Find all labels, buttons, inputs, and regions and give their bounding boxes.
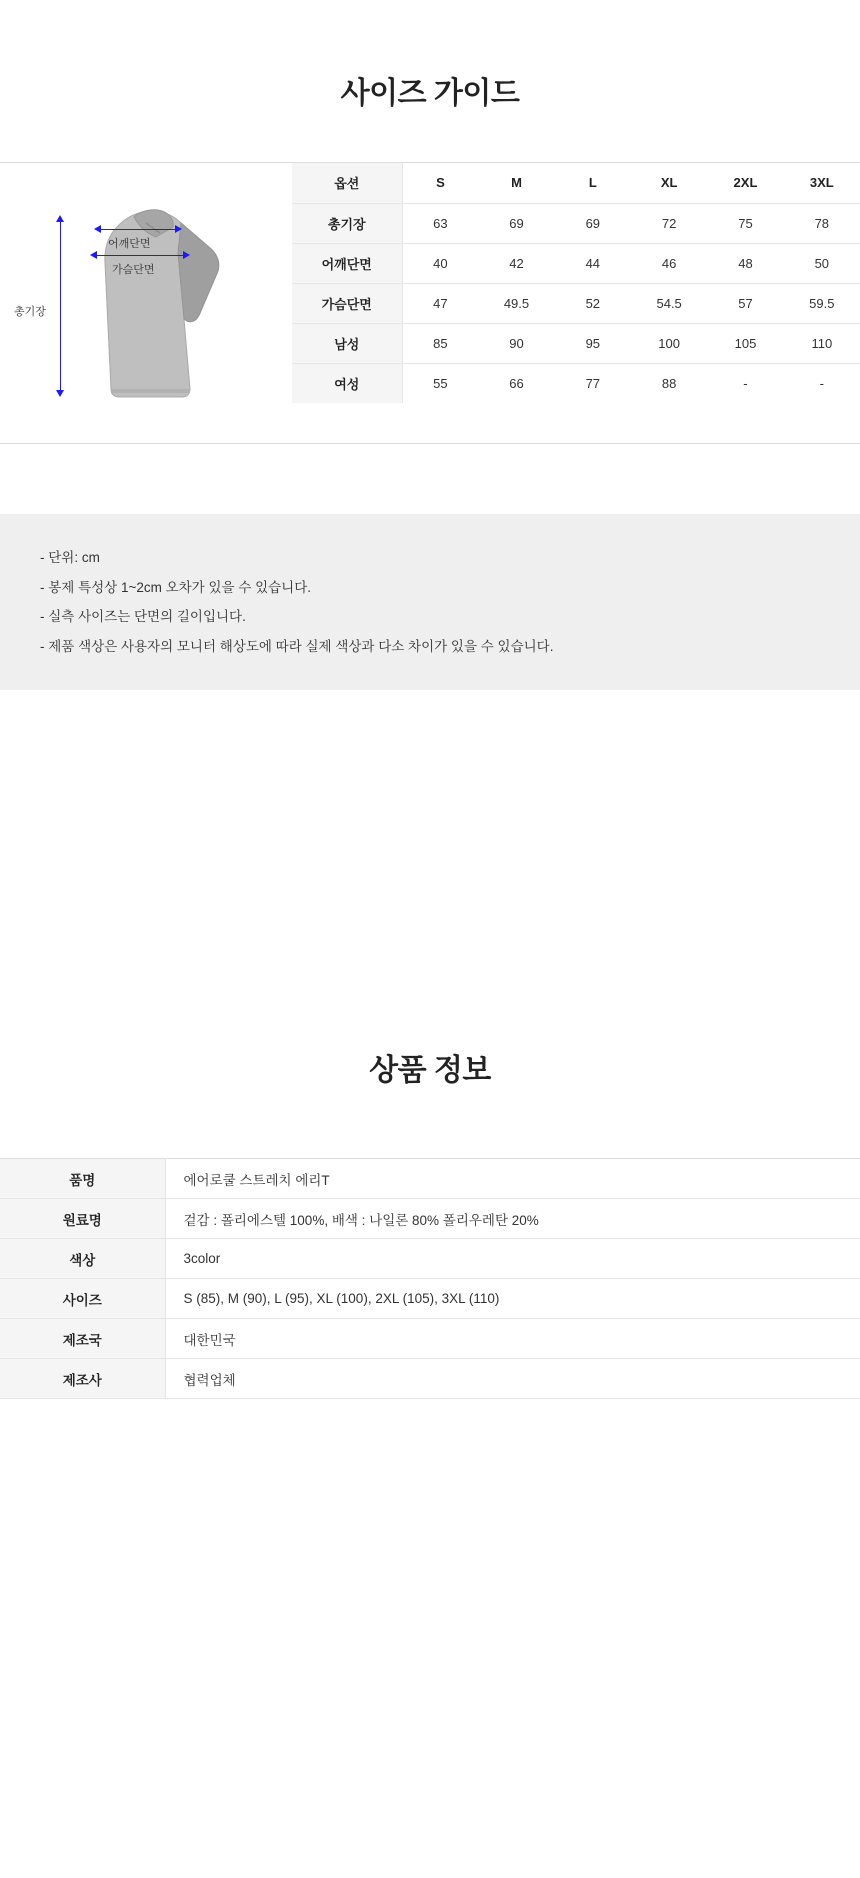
row-label-men: 남성 [292, 323, 402, 363]
garment-figure-pane [0, 163, 292, 443]
row-label-shoulder: 어깨단면 [292, 243, 402, 283]
cell: 55 [433, 375, 448, 391]
cell: 54.5 [631, 283, 707, 323]
row-label-women: 여성 [292, 363, 402, 403]
cell: 48 [707, 243, 783, 283]
page-bottom-spacer [0, 1399, 860, 1559]
size-guide-block [0, 162, 860, 444]
cell: 69 [555, 203, 631, 243]
size-table-pane [292, 163, 860, 443]
table-header-row [292, 163, 860, 203]
table-row [0, 1319, 860, 1359]
col-s: S [402, 163, 478, 203]
table-row [292, 323, 860, 363]
col-option: 옵션 [292, 163, 402, 203]
table-row [0, 1279, 860, 1319]
size-table-body [292, 203, 860, 403]
cell: 57 [707, 283, 783, 323]
cell: 47 [402, 283, 478, 323]
table-row [0, 1159, 860, 1199]
note-line: - 봉제 특성상 1~2cm 오차가 있을 수 있습니다. [40, 579, 312, 595]
row-label-chest: 가슴단면 [292, 283, 402, 323]
col-2xl: 2XL [707, 163, 783, 203]
col-xl: XL [631, 163, 707, 203]
table-row [0, 1199, 860, 1239]
product-info-table [0, 1158, 860, 1399]
cell: 40 [402, 243, 478, 283]
cell: 59.5 [784, 283, 860, 323]
product-info-body [0, 1159, 860, 1399]
total-length-label: 총기장 [14, 306, 46, 319]
table-row [292, 283, 860, 323]
info-value-size: S (85), M (90), L (95), XL (100), 2XL (105), 3XL (110) [165, 1279, 860, 1319]
cell: 88 [661, 375, 677, 391]
table-row [0, 1359, 860, 1399]
size-guide-title: 사이즈 가이드 [340, 77, 520, 111]
info-value-color: 3color [165, 1239, 860, 1279]
cell: 100 [631, 323, 707, 363]
cell: 72 [631, 203, 707, 243]
chest-label: 가슴단면 [112, 264, 155, 277]
size-guide-page [0, 20, 860, 1559]
garment-figure [0, 163, 292, 443]
cell: 110 [784, 323, 860, 363]
info-value-material: 겉감 : 폴리에스텔 100%, 배색 : 나일론 80% 폴리우레탄 20% [165, 1199, 860, 1239]
cell: 52 [555, 283, 631, 323]
table-row [292, 203, 860, 243]
cell: 49.5 [478, 283, 554, 323]
cell: 95 [555, 323, 631, 363]
total-length-arrow [60, 221, 61, 391]
info-value-manufacturer: 협력업체 [165, 1359, 860, 1399]
shoulder-label: 어깨단면 [108, 238, 151, 251]
col-l: L [555, 163, 631, 203]
table-row [0, 1239, 860, 1279]
shoulder-width-arrow [100, 229, 176, 230]
info-value-country: 대한민국 [165, 1319, 860, 1359]
cell: - [743, 375, 748, 391]
chest-width-arrow [96, 255, 184, 256]
cell: 90 [478, 323, 554, 363]
note-line: - 실측 사이즈는 단면의 길이입니다. [40, 609, 246, 625]
product-info-title: 상품 정보 [369, 1054, 491, 1088]
info-label-color: 색상 [0, 1239, 165, 1279]
size-table-head [292, 163, 860, 203]
info-label-size: 사이즈 [0, 1279, 165, 1319]
cell: 105 [707, 323, 783, 363]
cell: 44 [555, 243, 631, 283]
info-label-material: 원료명 [0, 1199, 165, 1239]
cell: 63 [402, 203, 478, 243]
cell: 42 [478, 243, 554, 283]
cell: 50 [784, 243, 860, 283]
cell: - [819, 375, 824, 391]
row-label-total-length: 총기장 [292, 203, 402, 243]
info-label-country: 제조국 [0, 1319, 165, 1359]
table-row [292, 243, 860, 283]
shirt-illustration [60, 193, 235, 408]
size-guide-notes [0, 514, 860, 690]
cell: 69 [478, 203, 554, 243]
cell: 77 [585, 375, 601, 391]
note-line: - 제품 색상은 사용자의 모니터 해상도에 따라 실제 색상과 다소 차이가 있을 수 있습니다. [40, 638, 554, 654]
info-label-product-name: 품명 [0, 1159, 165, 1199]
cell: 75 [707, 203, 783, 243]
table-row [292, 363, 860, 403]
note-line: - 단위: cm [40, 550, 100, 566]
col-3xl: 3XL [784, 163, 860, 203]
cell: 66 [509, 375, 524, 391]
size-table [292, 163, 860, 403]
col-m: M [478, 163, 554, 203]
cell: 85 [402, 323, 478, 363]
cell: 46 [631, 243, 707, 283]
info-value-product-name: 에어로쿨 스트레치 에리T [165, 1159, 860, 1199]
cell: 78 [784, 203, 860, 243]
info-label-manufacturer: 제조사 [0, 1359, 165, 1399]
